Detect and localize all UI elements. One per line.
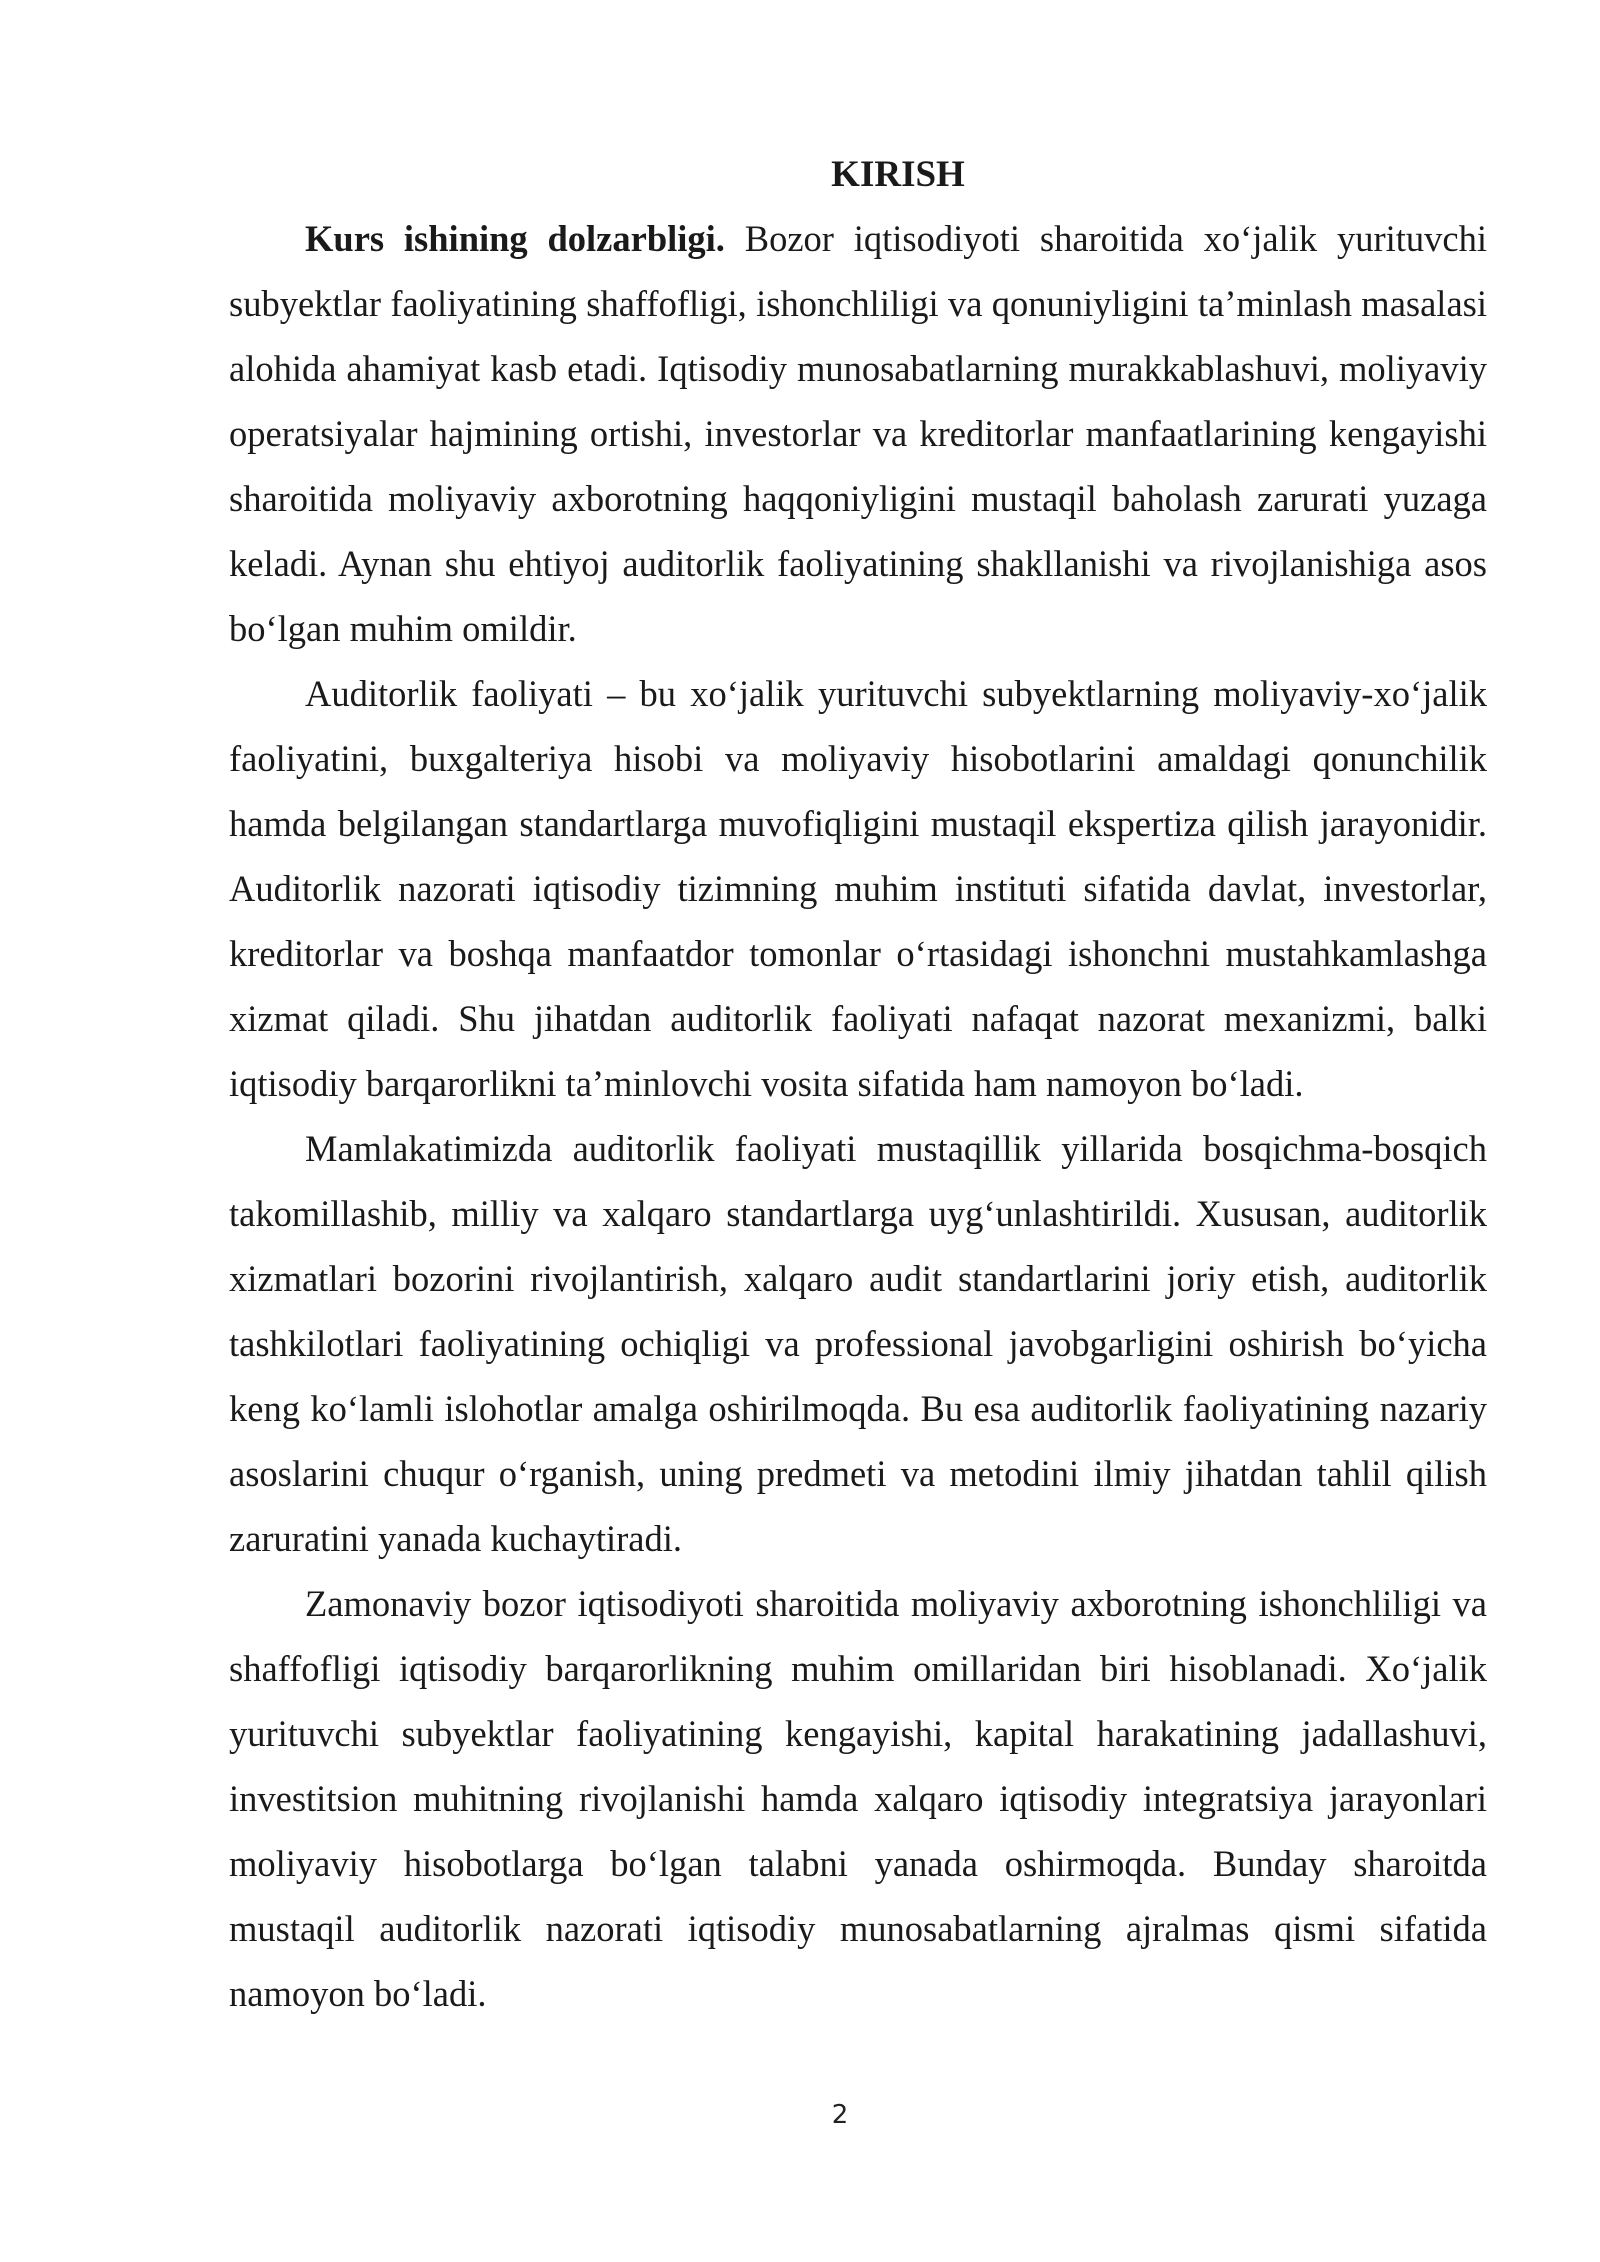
paragraph-national-development [229, 1116, 1487, 1571]
document-page [229, 150, 1487, 2026]
paragraph-text: Mamlakatimizda auditorlik faoliyati mustaqillik yillarida bosqichma-bosqich takomillashib, milliy va xalqaro standartlarga uyg‘unlashtirildi. Xususan, auditorlik xizmatlari bozorini rivojlantirish, xalqaro audit standartlarini joriy etish, auditorlik tashkilotlari faoliyatining ochiqligi va professional javobgarligini oshirish bo‘yicha keng ko‘lamli islohotlar amalga oshirilmoqda. Bu esa auditorlik faoliyatining nazariy asoslarini chuqur o‘rganish, uning predmeti va metodini ilmiy jihatdan tahlil qilish zaruratini yanada kuchaytiradi. [229, 1128, 1487, 1559]
paragraph-relevance [229, 206, 1487, 661]
paragraph-text: Auditorlik faoliyati – bu xo‘jalik yurituvchi subyektlarning moliyaviy-xo‘jalik faoliyatini, buxgalteriya hisobi va moliyaviy hisobotlarini amaldagi qonunchilik hamda belgilangan standartlarga muvofiqligini mustaqil ekspertiza qilish jarayonidir. Auditorlik nazorati iqtisodiy tizimning muhim instituti sifatida davlat, investorlar, kreditorlar va boshqa manfaatdor tomonlar o‘rtasidagi ishonchni mustahkamlashga xizmat qiladi. Shu jihatdan auditorlik faoliyati nafaqat nazorat mexanizmi, balki iqtisodiy barqarorlikni ta’minlovchi vosita sifatida ham namoyon bo‘ladi. [229, 673, 1487, 1104]
page-number: 2 [831, 2100, 849, 2130]
paragraph-text: Zamonaviy bozor iqtisodiyoti sharoitida moliyaviy axborotning ishonchliligi va shaffofligi iqtisodiy barqarorlikning muhim omillaridan biri hisoblanadi. Xo‘jalik yurituvchi subyektlar faoliyatining kengayishi, kapital harakatining jadallashuvi, investitsion muhitning rivojlanishi hamda xalqaro iqtisodiy integratsiya jarayonlari moliyaviy hisobotlarga bo‘lgan talabni yanada oshirmoqda. Bunday sharoitda mustaqil auditorlik nazorati iqtisodiy munosabatlarning ajralmas qismi sifatida namoyon bo‘ladi. [229, 1583, 1487, 2014]
paragraph-audit-definition [229, 661, 1487, 1116]
page-title: KIRISH [831, 154, 965, 195]
paragraph-lead-bold: Kurs ishining dolzarbligi. [305, 218, 725, 259]
paragraph-modern-economy [229, 1571, 1487, 2026]
paragraph-text: Bozor iqtisodiyoti sharoitida xo‘jalik yurituvchi subyektlar faoliyatining shaffofligi, ishonchliligi va qonuniyligini ta’minlash masalasi alohida ahamiyat kasb etadi. Iqtisodiy munosabatlarning murakkablashuvi, moliyaviy operatsiyalar hajmining ortishi, investorlar va kreditorlar manfaatlarining kengayishi sharoitida moliyaviy axborotning haqqoniyligini mustaqil baholash zarurati yuzaga keladi. Aynan shu ehtiyoj auditorlik faoliyatining shakllanishi va rivojlanishiga asos bo‘lgan muhim omildir. [229, 218, 1487, 649]
